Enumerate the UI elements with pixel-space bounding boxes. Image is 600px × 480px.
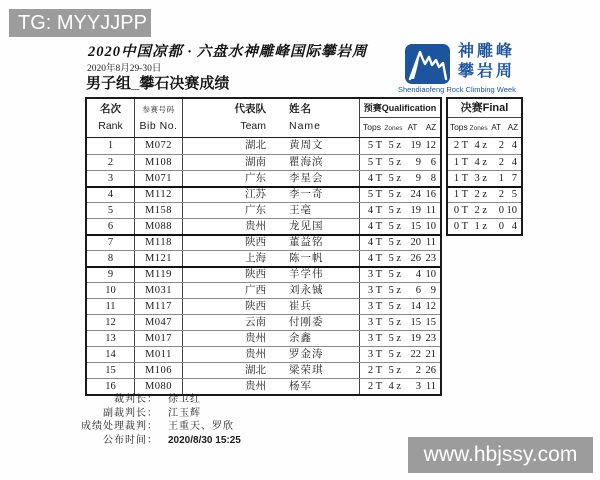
team-cell: 陕西 [245,301,266,312]
athlete-name-cell: 罗金涛 [289,349,324,360]
qualification-score-cell: 4 T 5 z 19 11 [359,203,440,218]
official-line [0,393,380,407]
rank-cell: 1 [87,138,135,154]
bib-cell: M121 [135,251,183,266]
final-body [448,138,521,234]
final-score-row: 0 T 1 z 0 4 [448,218,521,234]
athlete-name-cell: 梁荣琪 [289,365,324,376]
rank-cell: 9 [87,268,135,282]
official-label: 副裁判长： [103,407,158,419]
rank-cell: 14 [87,347,135,362]
table-row [87,186,440,202]
table-row [87,138,440,154]
qualification-score-cell: 3 T 5 z 19 23 [359,331,440,346]
bib-cell: M071 [135,171,183,186]
team-cell: 广东 [245,173,266,184]
final-score-row: 2 T 4 z 2 4 [453,139,517,151]
official-line [0,420,380,434]
team-cell: 湖南 [245,157,266,168]
qualification-score-cell: 4 T 5 z 20 11 [359,236,440,250]
team-cell: 贵州 [245,381,266,392]
table-row [87,234,440,250]
qualification-subheader: Tops Zones AT AZ [363,121,437,132]
table-body [87,138,440,394]
team-cell: 陕西 [245,237,266,248]
athlete-name-cell: 董益铭 [289,237,324,248]
bib-cell: M112 [135,188,183,202]
results-table [85,97,442,396]
bib-cell: M047 [135,315,183,330]
qualification-score-cell: 3 T 5 z 6 9 [359,283,440,298]
team-cell: 上海 [245,253,266,264]
rank-cell: 5 [87,203,135,218]
page-title: 男子组_攀石决赛成绩 [86,75,230,92]
header-bib: 参赛号码 Bib No. [135,99,183,137]
rank-cell: 2 [87,155,135,170]
official-line [0,407,380,421]
rank-cell: 11 [87,299,135,314]
athlete-name-cell: 崔兵 [289,301,312,312]
table-row [87,266,440,282]
table-row [87,298,440,314]
team-cell: 贵州 [245,221,266,232]
rank-cell: 4 [87,188,135,202]
qualification-score-cell: 5 T 5 z 9 6 [359,155,440,170]
header-name: 姓名 Name [289,103,322,132]
bib-cell: M017 [135,331,183,346]
qualification-score-cell: 2 T 4 z 3 11 [359,379,440,394]
header-team: 代表队 Team [234,103,266,132]
qualification-score-cell: 5 T 5 z 19 12 [359,138,440,154]
bib-cell: M158 [135,203,183,218]
official-value: 2020/8/30 15:25 [168,434,241,446]
logo-line1: 神雕峰 [458,43,516,60]
table-row [87,250,440,266]
athlete-name-cell: 瞿海滨 [289,157,324,168]
watermark-top-left: TG: MYYJJPP [9,9,151,37]
table-row [87,202,440,218]
qualification-score-cell: 3 T 5 z 14 12 [359,299,440,314]
team-cell: 广东 [245,205,266,216]
team-cell: 贵州 [245,333,266,344]
athlete-name-cell: 付刚委 [289,317,324,328]
final-score-row: 1 T 3 z 1 7 [448,170,521,186]
official-label: 裁判长： [114,394,158,405]
final-results-box [446,97,523,236]
header-final: 决赛Final [448,99,521,118]
final-score-row: 1 T 4 z 2 4 [448,154,521,170]
logo-caption: Shendiaofeng Rock Climbing Week [398,85,516,94]
table-row [87,378,440,394]
team-cell: 贵州 [245,349,266,360]
officials-block [0,393,380,447]
team-cell: 云南 [245,317,266,328]
qualification-score-cell: 3 T 5 z 15 15 [359,315,440,330]
official-label: 成绩处理裁判： [81,421,158,432]
rank-cell: 15 [87,363,135,378]
table-header [87,99,440,138]
rank-cell: 8 [87,251,135,266]
header-rank: 名次 Rank [87,99,135,137]
qualification-score-cell: 4 T 5 z 9 8 [359,171,440,186]
bib-cell: M011 [135,347,183,362]
table-row [87,314,440,330]
athlete-name-cell: 杨军 [289,381,312,392]
bib-cell: M080 [135,379,183,394]
table-row [87,282,440,298]
team-cell: 陕西 [245,269,266,280]
event-logo [398,42,578,94]
rank-cell: 3 [87,171,135,186]
bib-cell: M088 [135,219,183,234]
event-title: 2020中国凉都 · 六盘水神雕峰国际攀岩周 [88,44,368,60]
athlete-name-cell: 黄周文 [289,140,324,151]
bib-cell: M108 [135,155,183,170]
rank-cell: 16 [87,379,135,394]
header-qualification: 预赛Qualification Tops Zones AT AZ [359,99,440,137]
logo-line2: 攀岩周 [458,63,516,80]
team-cell: 广西 [245,285,266,296]
team-cell: 江苏 [245,189,266,200]
event-date: 2020年8月29-30日 [87,64,162,74]
athlete-name-cell: 王亳 [289,205,312,216]
team-cell: 湖北 [245,140,266,151]
athlete-name-cell: 李一奇 [289,189,324,200]
bib-cell: M106 [135,363,183,378]
bib-cell: M117 [135,299,183,314]
official-label: 公布时间： [103,434,158,446]
final-score-row: 0 T 2 z 0 10 [448,202,521,218]
bib-cell: M031 [135,283,183,298]
team-cell: 湖北 [245,365,266,376]
rank-cell: 12 [87,315,135,330]
table-row [87,346,440,362]
qualification-score-cell: 3 T 5 z 22 21 [359,347,440,362]
athlete-name-cell: 李星会 [289,173,324,184]
athlete-name-cell: 陈一帆 [289,253,324,264]
athlete-name-cell: 羊学伟 [289,269,324,280]
official-value: 江玉辉 [168,407,201,419]
qualification-score-cell: 4 T 5 z 15 10 [359,219,440,234]
official-value: 王重天、罗欣 [168,421,234,432]
table-row [87,218,440,234]
bib-cell: M118 [135,236,183,250]
rank-cell: 7 [87,236,135,250]
table-row [87,154,440,170]
final-subheader: Tops Zones AT AZ [448,118,521,138]
qualification-score-cell: 3 T 5 z 4 10 [359,268,440,282]
qualification-score-cell: 4 T 5 z 26 23 [359,251,440,266]
athlete-name-cell: 余鑫 [289,333,312,344]
qualification-score-cell: 2 T 5 z 2 26 [359,363,440,378]
qualification-score-cell: 5 T 5 z 24 16 [359,188,440,202]
rank-cell: 6 [87,219,135,234]
official-value: 徐卫红 [168,394,201,405]
watermark-bottom-right: www.hbjssy.com [408,437,593,473]
official-line [0,434,380,448]
athlete-name-cell: 龙见国 [289,221,324,232]
table-row [87,362,440,378]
athlete-name-cell: 刘永铖 [289,285,324,296]
rank-cell: 10 [87,283,135,298]
mountain-logo-icon [405,44,450,84]
bib-cell: M119 [135,268,183,282]
table-row [87,330,440,346]
final-score-row: 1 T 2 z 2 5 [448,186,521,202]
table-row [87,170,440,186]
bib-cell: M072 [135,138,183,154]
logo-chinese-text [458,42,515,82]
rank-cell: 13 [87,331,135,346]
